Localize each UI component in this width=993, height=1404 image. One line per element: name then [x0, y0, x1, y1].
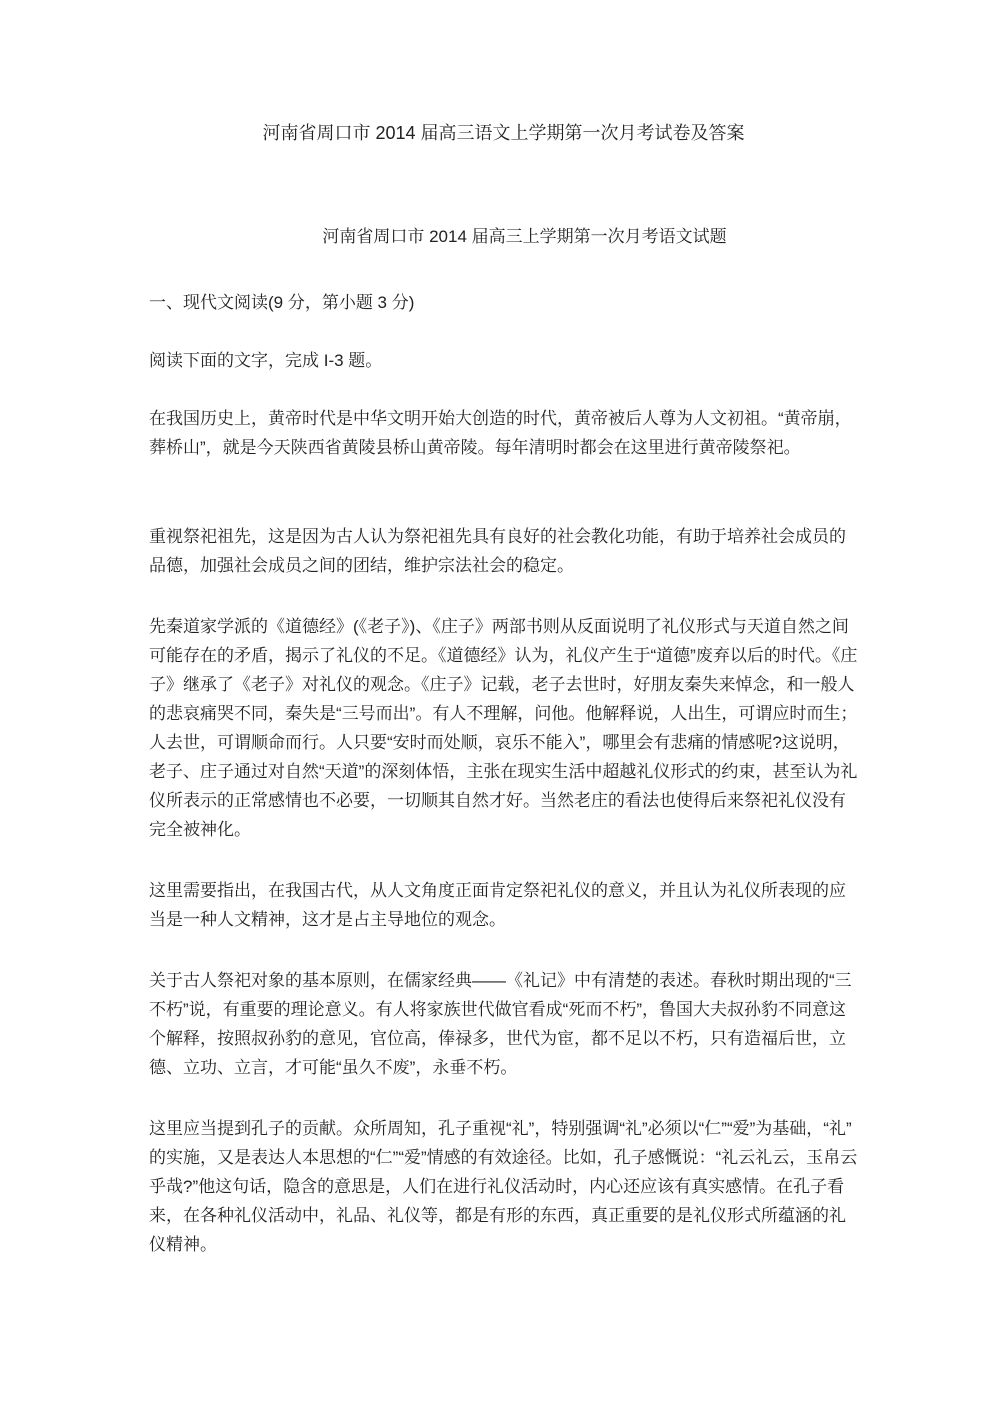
body-paragraph-confucius-contribution: 这里应当提到孔子的贡献。众所周知，孔子重视“礼”，特别强调“礼”必须以“仁”“爱”为基础，“礼”的实施，又是表达人本思想的“仁”“爱”情感的有效途径。比如，孔子感慨说：“礼云礼云，玉帛云乎哉?”他这句话，隐含的意思是，人们在进行礼仪活动时，内心还应该有真实感情。在孔子看来，在各种礼仪活动中，礼品、礼仪等，都是有形的东西，真正重要的是礼仪形式所蕴涵的礼仪精神。 [149, 1119, 858, 1254]
body-paragraph-daoist-school: 先秦道家学派的《道德经》(《老子》)、《庄子》两部书则从反面说明了礼仪形式与天道自然之间可能存在的矛盾，揭示了礼仪的不足。《道德经》认为，礼仪产生于“道德”废弃以后的时代。《庄子》继承了《老子》对礼仪的观念。《庄子》记载，老子去世时，好朋友秦失来悼念，和一般人的悲哀痛哭不同，秦失是“三号而出”。有人不理解，问他。他解释说，人出生，可谓应时而生；人去世，可谓顺命而行。人只要“安时而处顺，哀乐不能入”，哪里会有悲痛的情感呢?这说明，老子、庄子通过对自然“天道”的深刻体悟，主张在现实生活中超越礼仪形式的约束，甚至认为礼仪所表示的正常感情也不必要，一切顺其自然才好。当然老庄的看法也使得后来祭祀礼仪没有完全被神化。 [149, 617, 858, 839]
exam-paper-title: 河南省周口市 2014 届高三上学期第一次月考语文试题 [322, 227, 727, 246]
section-heading-modern-reading: 一、现代文阅读(9 分，第小题 3 分) [149, 293, 415, 312]
document-title: 河南省周口市 2014 届高三语文上学期第一次月考试卷及答案 [262, 123, 745, 143]
document-content [149, 0, 858, 1259]
body-paragraph-ancestor-worship: 重视祭祀祖先，这是因为古人认为祭祀祖先具有良好的社会教化功能，有助于培养社会成员的品德，加强社会成员之间的团结，维护宗法社会的稳定。 [149, 527, 846, 575]
body-paragraph-sacrifice-principles: 关于古人祭祀对象的基本原则，在儒家经典——《礼记》中有清楚的表述。春秋时期出现的“三不朽”说，有重要的理论意义。有人将家族世代做官看成“死而不朽”，鲁国大夫叔孙豹不同意这个解释，按照叔孙豹的意见，官位高，俸禄多，世代为宦，都不足以不朽，只有造福后世，立德、立功、立言，才可能“虽久不废”，永垂不朽。 [149, 971, 852, 1077]
reading-instruction: 阅读下面的文字，完成 I-3 题。 [149, 351, 383, 370]
body-paragraph-huangdi: 在我国历史上，黄帝时代是中华文明开始大创造的时代，黄帝被后人尊为人文初祖。“黄帝崩，葬桥山”，就是今天陕西省黄陵县桥山黄帝陵。每年清明时都会在这里进行黄帝陵祭祀。 [149, 409, 852, 457]
body-paragraph-humanistic-spirit: 这里需要指出，在我国古代，从人文角度正面肯定祭祀礼仪的意义，并且认为礼仪所表现的应当是一种人文精神，这才是占主导地位的观念。 [149, 881, 846, 929]
